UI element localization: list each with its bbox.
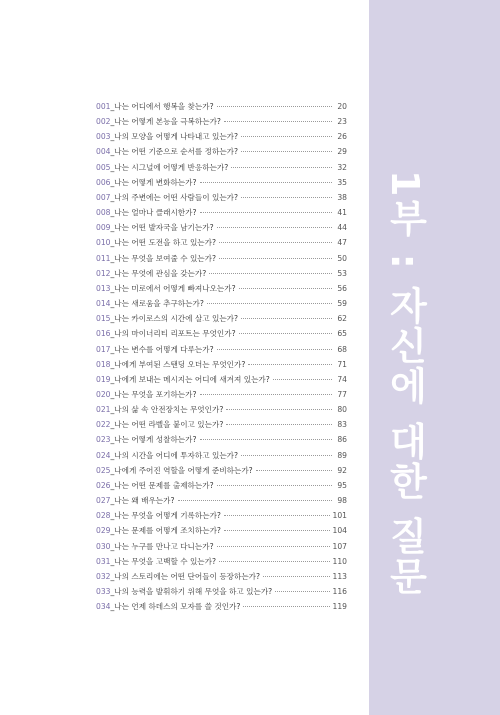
toc-entry-number: 013 <box>96 283 111 293</box>
toc-entry-title: 나는 새로움을 추구하는가? <box>114 299 204 309</box>
toc-entry-separator: _ <box>110 389 115 399</box>
toc-entry-number: 018 <box>96 359 111 369</box>
toc-entry[interactable] <box>96 251 347 266</box>
toc-entry[interactable] <box>96 387 347 402</box>
toc-entry-number: 007 <box>96 192 111 202</box>
toc-entry-title: 나의 삶 속 안전장치는 무엇인가? <box>114 405 224 415</box>
toc-entry-page: 20 <box>337 102 347 111</box>
toc-entry[interactable] <box>96 144 347 159</box>
toc-entry-title: 나는 문제를 어떻게 조치하는가? <box>114 526 221 536</box>
toc-dot-leader <box>263 576 329 577</box>
toc-entry-number: 021 <box>96 405 111 415</box>
toc-entry-separator: _ <box>110 238 115 248</box>
toc-entry-number: 022 <box>96 420 111 430</box>
toc-entry[interactable] <box>96 463 347 478</box>
toc-entry-number: 006 <box>96 177 111 187</box>
toc-entry-separator: _ <box>110 359 115 369</box>
toc-entry-page: 26 <box>337 132 347 142</box>
toc-dot-leader <box>239 288 332 289</box>
toc-entry-separator: _ <box>110 117 115 127</box>
toc-entry-page: 119 <box>332 602 347 612</box>
toc-entry-title: 나는 무엇을 포기하는가? <box>114 389 197 399</box>
toc-entry-number: 001 <box>96 102 111 111</box>
toc-entry[interactable] <box>96 357 347 372</box>
toc-entry[interactable] <box>96 160 347 175</box>
toc-entry-title: 나의 능력을 발휘하기 위해 무엇을 하고 있는가? <box>114 587 273 596</box>
toc-entry[interactable] <box>96 478 347 493</box>
toc-dot-leader <box>219 242 332 243</box>
toc-dot-leader <box>217 546 330 547</box>
toc-entry-title: 나는 어디에서 행복을 찾는가? <box>114 102 214 111</box>
toc-entry-separator: _ <box>110 435 115 445</box>
toc-entry-title: 나의 주변에는 어떤 사람들이 있는가? <box>114 192 239 202</box>
toc-entry-number: 003 <box>96 132 111 142</box>
toc-entry[interactable] <box>96 402 347 417</box>
toc-entry-page: 86 <box>337 435 347 445</box>
toc-entry-page: 53 <box>337 268 347 278</box>
toc-entry-title: 나는 무엇을 고백할 수 있는가? <box>114 556 217 566</box>
toc-entry[interactable] <box>96 599 347 614</box>
toc-entry-title: 나의 모양을 어떻게 나타내고 있는가? <box>114 132 239 142</box>
toc-entry-separator: _ <box>110 314 115 324</box>
toc-dot-leader <box>224 530 330 531</box>
toc-entry-separator: _ <box>110 299 115 309</box>
toc-entry[interactable] <box>96 554 347 569</box>
toc-entry-number: 032 <box>96 571 111 581</box>
toc-entry-title: 나에게 주어진 역할을 어떻게 준비하는가? <box>114 465 253 475</box>
toc-dot-leader <box>256 470 332 471</box>
toc-entry-number: 012 <box>96 268 111 278</box>
toc-dot-leader <box>217 227 332 228</box>
toc-entry-page: 41 <box>337 208 347 218</box>
toc-entry-number: 009 <box>96 223 111 233</box>
toc-entry-page: 32 <box>337 162 347 172</box>
toc-dot-leader <box>217 485 332 486</box>
toc-entry-separator: _ <box>110 253 115 263</box>
toc-entry-number: 025 <box>96 465 111 475</box>
toc-entry-page: 29 <box>337 147 347 157</box>
toc-entry-title: 나는 어떤 기준으로 순서를 정하는가? <box>114 147 239 157</box>
toc-entry-title: 나의 마이너리티 리포트는 무엇인가? <box>114 329 236 339</box>
toc-dot-leader <box>241 151 332 152</box>
toc-entry-separator: _ <box>110 223 115 233</box>
toc-entry[interactable] <box>96 235 347 250</box>
toc-entry-number: 004 <box>96 147 111 157</box>
toc-entry-separator: _ <box>110 192 115 202</box>
toc-entry-page: 101 <box>332 511 347 521</box>
toc-entry-page: 47 <box>337 238 347 248</box>
toc-entry-page: 107 <box>332 541 347 551</box>
toc-entry[interactable] <box>96 129 347 144</box>
toc-entry-separator: _ <box>110 147 115 157</box>
toc-dot-leader <box>248 364 332 365</box>
toc-entry[interactable] <box>96 584 347 599</box>
toc-entry-separator: _ <box>110 283 115 293</box>
toc-entry-page: 38 <box>337 192 347 202</box>
toc-entry-page: 44 <box>337 223 347 233</box>
toc-entry-title: 나는 어떤 발자국을 남기는가? <box>114 223 214 233</box>
toc-entry-page: 98 <box>337 496 347 506</box>
toc-entry-title: 나의 시간을 어디에 투자하고 있는가? <box>114 450 239 460</box>
toc-entry[interactable] <box>96 493 347 508</box>
toc-dot-leader <box>209 273 332 274</box>
toc-entry-separator: _ <box>110 602 115 612</box>
toc-entry[interactable] <box>96 326 347 341</box>
toc-entry-number: 016 <box>96 329 111 339</box>
toc-entry-page: 77 <box>337 389 347 399</box>
toc-entry-page: 89 <box>337 450 347 460</box>
toc-entry[interactable] <box>96 296 347 311</box>
toc-entry-title: 나의 스토리에는 어떤 단어들이 등장하는가? <box>114 571 261 581</box>
toc-entry-title: 나는 어떤 문제를 출제하는가? <box>114 480 214 490</box>
toc-entry-separator: _ <box>110 556 115 566</box>
toc-entry-number: 020 <box>96 389 111 399</box>
toc-entry-title: 나는 어떤 라벨을 붙이고 있는가? <box>114 420 224 430</box>
toc-dot-leader <box>200 212 332 213</box>
toc-entry-title: 나는 미로에서 어떻게 빠져나오는가? <box>114 283 236 293</box>
toc-entry-title: 나는 카이로스의 시간에 살고 있는가? <box>114 314 239 324</box>
part-title: 1부 : 자신에 대한 질문 <box>383 170 427 597</box>
toc-entry-separator: _ <box>110 374 115 384</box>
toc-entry-page: 35 <box>337 177 347 187</box>
toc-dot-leader <box>207 303 332 304</box>
toc-entry[interactable] <box>96 432 347 447</box>
toc-entry-page: 68 <box>337 344 347 354</box>
toc-entry-title: 나에게 부여된 스탠딩 오더는 무엇인가? <box>114 359 246 369</box>
toc-dot-leader <box>239 333 332 334</box>
toc-entry[interactable] <box>96 569 347 584</box>
toc-entry-title: 나는 어떻게 본능을 극복하는가? <box>114 117 221 127</box>
toc-dot-leader <box>241 136 332 137</box>
toc-entry-title: 나는 무엇을 보여줄 수 있는가? <box>114 253 217 263</box>
toc-dot-leader <box>226 424 332 425</box>
toc-entry-page: 56 <box>337 283 347 293</box>
toc-entry-number: 017 <box>96 344 111 354</box>
toc-dot-leader <box>217 106 332 107</box>
toc-entry-number: 033 <box>96 587 111 596</box>
toc-entry-separator: _ <box>110 102 115 111</box>
toc-entry-separator: _ <box>110 344 115 354</box>
toc-entry-number: 027 <box>96 496 111 506</box>
toc-entry-page: 50 <box>337 253 347 263</box>
toc-entry-number: 034 <box>96 602 111 612</box>
toc-dot-leader <box>241 197 332 198</box>
toc-entry-separator: _ <box>110 450 115 460</box>
toc-entry-page: 71 <box>337 359 347 369</box>
toc-entry-number: 026 <box>96 480 111 490</box>
toc-dot-leader <box>200 394 332 395</box>
toc-entry-number: 024 <box>96 450 111 460</box>
toc-entry-page: 113 <box>332 571 347 581</box>
toc-dot-leader <box>241 455 332 456</box>
toc-entry[interactable] <box>96 417 347 432</box>
toc-entry-page: 110 <box>332 556 347 566</box>
toc-entry-number: 002 <box>96 117 111 127</box>
toc-entry-page: 92 <box>337 465 347 475</box>
toc-entry[interactable] <box>96 539 347 554</box>
toc-entry-title: 나는 무엇에 관심을 갖는가? <box>114 268 207 278</box>
toc-entry-number: 010 <box>96 238 111 248</box>
toc-entry-separator: _ <box>110 329 115 339</box>
toc-dot-leader <box>226 409 332 410</box>
toc-entry-separator: _ <box>110 465 115 475</box>
toc-entry-separator: _ <box>110 405 115 415</box>
toc-entry-page: 62 <box>337 314 347 324</box>
toc-entry[interactable] <box>96 114 347 129</box>
toc-entry-page: 23 <box>337 117 347 127</box>
toc-entry[interactable] <box>96 281 347 296</box>
toc-entry-page: 116 <box>332 587 347 596</box>
toc-entry-title: 나는 언제 하데스의 모자를 쓸 것인가? <box>114 602 241 612</box>
toc-entry[interactable] <box>96 205 347 220</box>
toc-entry-number: 028 <box>96 511 111 521</box>
toc-entry[interactable] <box>96 190 347 205</box>
toc-entry-number: 008 <box>96 208 111 218</box>
toc-entry-title: 나는 시그널에 어떻게 반응하는가? <box>114 162 229 172</box>
toc-entry[interactable] <box>96 508 347 523</box>
toc-entry-number: 029 <box>96 526 111 536</box>
toc-entry-number: 014 <box>96 299 111 309</box>
toc-dot-leader <box>217 349 332 350</box>
toc-entry-separator: _ <box>110 587 115 596</box>
toc-entry-title: 나는 무엇을 어떻게 기록하는가? <box>114 511 221 521</box>
toc-entry[interactable] <box>96 220 347 235</box>
toc-entry-page: 80 <box>337 405 347 415</box>
toc-dot-leader <box>224 515 330 516</box>
toc-entry[interactable] <box>96 266 347 281</box>
toc-entry[interactable] <box>96 99 347 114</box>
toc-entry-separator: _ <box>110 268 115 278</box>
toc-entry-page: 59 <box>337 299 347 309</box>
toc-dot-leader <box>219 258 332 259</box>
toc-dot-leader <box>273 379 332 380</box>
toc-dot-leader <box>241 318 332 319</box>
toc-entry[interactable] <box>96 311 347 326</box>
toc-entry[interactable] <box>96 175 347 190</box>
toc-entry[interactable] <box>96 523 347 538</box>
toc-entry-separator: _ <box>110 208 115 218</box>
toc-entry-separator: _ <box>110 541 115 551</box>
toc-dot-leader <box>243 606 329 607</box>
toc-entry-page: 65 <box>337 329 347 339</box>
toc-entry-number: 023 <box>96 435 111 445</box>
toc-entry-separator: _ <box>110 496 115 506</box>
toc-entry-number: 030 <box>96 541 111 551</box>
table-of-contents <box>96 99 347 614</box>
toc-entry[interactable] <box>96 342 347 357</box>
toc-entry-separator: _ <box>110 420 115 430</box>
toc-entry-page: 104 <box>332 526 347 536</box>
toc-entry-title: 나에게 보내는 메시지는 어디에 새겨져 있는가? <box>114 374 270 384</box>
toc-entry-title: 나는 변수를 어떻게 다루는가? <box>114 344 214 354</box>
toc-entry-number: 031 <box>96 556 111 566</box>
toc-entry-title: 나는 왜 배우는가? <box>114 496 175 506</box>
toc-dot-leader <box>275 591 329 592</box>
toc-entry-separator: _ <box>110 480 115 490</box>
toc-dot-leader <box>200 182 332 183</box>
toc-entry-title: 나는 누구를 만나고 다니는가? <box>114 541 214 551</box>
toc-entry-number: 019 <box>96 374 111 384</box>
toc-entry-separator: _ <box>110 571 115 581</box>
toc-entry-number: 011 <box>96 253 111 263</box>
toc-entry-title: 나는 얼마나 클래시한가? <box>114 208 197 218</box>
toc-dot-leader <box>231 167 332 168</box>
toc-entry-separator: _ <box>110 177 115 187</box>
toc-entry-separator: _ <box>110 526 115 536</box>
toc-dot-leader <box>200 439 332 440</box>
toc-entry-title: 나는 어떻게 성찰하는가? <box>114 435 197 445</box>
toc-entry-separator: _ <box>110 162 115 172</box>
toc-dot-leader <box>224 121 332 122</box>
toc-entry[interactable] <box>96 448 347 463</box>
toc-entry-separator: _ <box>110 511 115 521</box>
toc-entry-title: 나는 어떻게 변화하는가? <box>114 177 197 187</box>
toc-entry-number: 015 <box>96 314 111 324</box>
toc-entry-number: 005 <box>96 162 111 172</box>
toc-entry-page: 74 <box>337 374 347 384</box>
toc-dot-leader <box>178 500 332 501</box>
toc-entry[interactable] <box>96 372 347 387</box>
toc-entry-page: 83 <box>337 420 347 430</box>
toc-dot-leader <box>219 561 329 562</box>
toc-entry-title: 나는 어떤 도전을 하고 있는가? <box>114 238 217 248</box>
toc-entry-separator: _ <box>110 132 115 142</box>
toc-entry-page: 95 <box>337 480 347 490</box>
